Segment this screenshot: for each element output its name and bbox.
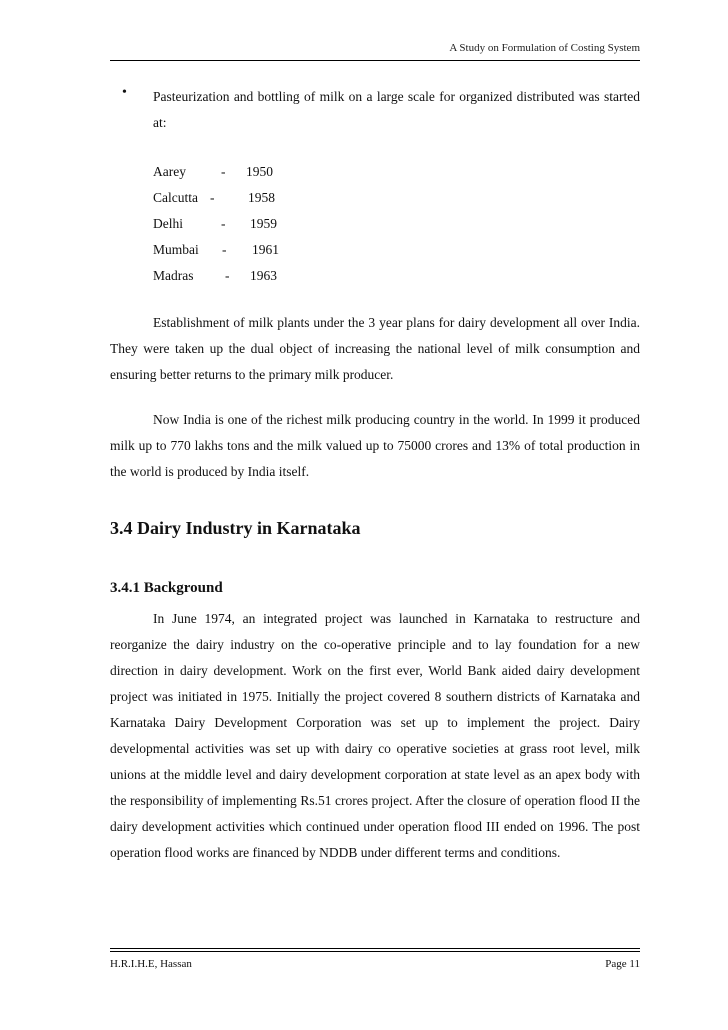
- page-number: Page 11: [605, 958, 640, 970]
- header-rule: [110, 60, 640, 61]
- plant-dash: -: [222, 242, 227, 257]
- paragraph-milk-plants: [110, 310, 640, 388]
- plant-year: 1961: [252, 242, 279, 257]
- plant-year: 1959: [250, 216, 277, 231]
- plant-year: 1963: [250, 268, 277, 283]
- bullet-dot-icon: •: [122, 85, 127, 100]
- plant-city: Aarey: [153, 164, 186, 179]
- bullet-text: Pasteurization and bottling of milk on a large scale for organized distributed was started at:: [153, 89, 640, 130]
- paragraph-background-text: In June 1974, an integrated project was launched in Karnataka to restructure and reorganize the dairy industry on the co-operative principle and to lay foundation for a new direction in dairy development. Work on the first ever, World Bank aided dairy development project was initiated in 1975. Initially the project covered 8 southern districts of Karnataka and Karnataka Dairy Development Corporation was set up to implement the project. Dairy developmental activities was set up with dairy co operative societies at grass root level, milk unions at the middle level and dairy development corporation at state level as an apex body with the responsibility of implementing Rs.51 crores project. After the closure of operation flood II the dairy development activities which continued under operation flood III ended on 1996. The post operation flood works are financed by NDDB under different terms and conditions.: [110, 611, 640, 860]
- plant-year-row: [153, 159, 353, 185]
- plant-dash: -: [210, 190, 215, 205]
- section-heading: 3.4 Dairy Industry in Karnataka: [110, 518, 361, 538]
- plant-city: Mumbai: [153, 242, 199, 257]
- subsection-heading: 3.4.1 Background: [110, 580, 223, 596]
- plant-city: Calcutta: [153, 190, 198, 205]
- plant-city: Madras: [153, 268, 194, 283]
- paragraph-india-production-text: Now India is one of the richest milk producing country in the world. In 1999 it produced milk up to 770 lakhs tons and the milk valued up to 75000 crores and 13% of total production in the world is produced by India itself.: [110, 412, 640, 479]
- plant-dash: -: [221, 164, 226, 179]
- paragraph-background: [110, 606, 640, 866]
- paragraph-india-production: [110, 407, 640, 485]
- footer-rule: [110, 948, 640, 949]
- plant-city: Delhi: [153, 216, 183, 231]
- bullet-item: [110, 84, 640, 136]
- paragraph-milk-plants-text: Establishment of milk plants under the 3 year plans for dairy development all over India. They were taken up the dual object of increasing the national level of milk consumption and ensuring better returns to the primary milk producer.: [110, 315, 640, 382]
- plant-year-row: [153, 263, 353, 289]
- plant-year-row: [153, 185, 353, 211]
- running-header-title: A Study on Formulation of Costing System: [449, 42, 640, 54]
- plant-year-row: [153, 211, 353, 237]
- plant-year: 1958: [248, 190, 275, 205]
- footer-institution: H.R.I.H.E, Hassan: [110, 958, 192, 970]
- plant-year-list: [153, 159, 353, 289]
- footer-rule-double: [110, 951, 640, 952]
- plant-dash: -: [221, 216, 226, 231]
- plant-year-row: [153, 237, 353, 263]
- plant-year: 1950: [246, 164, 273, 179]
- plant-dash: -: [225, 268, 230, 283]
